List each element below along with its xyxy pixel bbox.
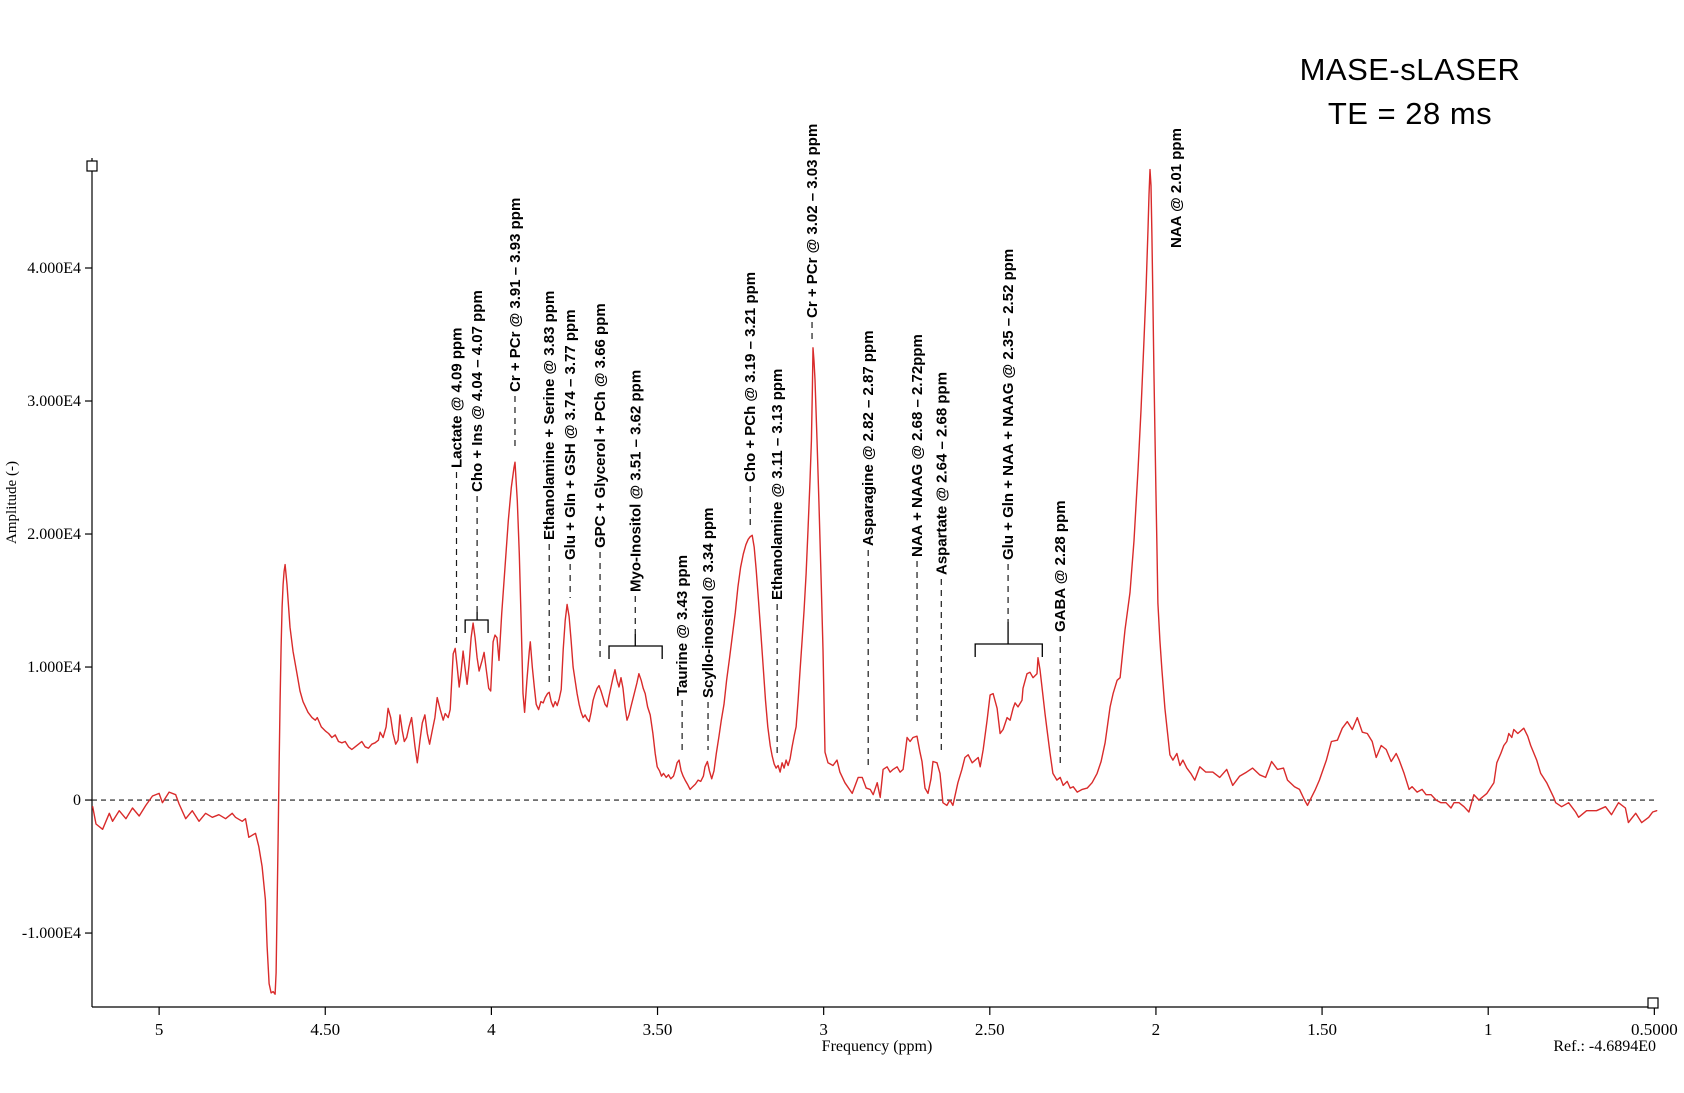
peak-annotation-label: Cr + PCr @ 3.91 – 3.93 ppm — [506, 197, 524, 392]
peak-annotation-label: Lactate @ 4.09 ppm — [448, 327, 466, 468]
x-tick-label: 2 — [1151, 1020, 1161, 1039]
chart-title-line1: MASE-sLASER — [1299, 52, 1521, 87]
peak-annotation-label: NAA + NAAG @ 2.68 – 2.72ppm — [909, 334, 927, 557]
peak-annotation-label: Cho + PCh @ 3.19 – 3.21 ppm — [742, 271, 760, 482]
peak-annotation-label: Myo-Inositol @ 3.51 – 3.62 ppm — [627, 369, 645, 592]
x-tick-label: 0.5000 — [1630, 1020, 1678, 1039]
y-tick-label: 2.000E4 — [27, 526, 81, 544]
peak-annotation-label: GPC + Glycerol + PCh @ 3.66 ppm — [592, 303, 610, 548]
x-tick-label: 4 — [487, 1020, 496, 1039]
peak-annotation-label: Ethanolamine @ 3.11 – 3.13 ppm — [769, 368, 787, 600]
peak-annotation-label: Aspartate @ 2.64 – 2.68 ppm — [933, 371, 951, 575]
x-tick-label: 3 — [819, 1020, 828, 1039]
peak-annotation-label: NAA @ 2.01 ppm — [1167, 128, 1185, 248]
reference-value: Ref.: -4.6894E0 — [1553, 1038, 1656, 1055]
x-tick-label: 5 — [154, 1020, 164, 1039]
axis-handle-top[interactable] — [87, 161, 97, 171]
spectrum-trace — [93, 170, 1657, 995]
peak-annotation-label: Glu + Gln + NAA + NAAG @ 2.35 – 2.52 ppm — [1000, 248, 1018, 560]
x-tick-label: 1 — [1483, 1020, 1493, 1039]
x-axis-title: Frequency (ppm) — [821, 1038, 933, 1055]
peak-annotation-label: Taurine @ 3.43 ppm — [674, 554, 692, 696]
y-tick-label: 0 — [73, 792, 81, 810]
x-tick-label: 2.50 — [974, 1020, 1005, 1039]
x-tick-label: 3.50 — [642, 1020, 673, 1039]
x-tick-label: 4.50 — [310, 1020, 341, 1039]
y-tick-label: 3.000E4 — [27, 393, 81, 411]
peak-range-bracket — [975, 622, 1042, 657]
x-tick-label: 1.50 — [1307, 1020, 1337, 1039]
peak-annotation-label: Scyllo-inositol @ 3.34 ppm — [700, 507, 718, 698]
peak-annotation-label: Cho + Ins @ 4.04 – 4.07 ppm — [469, 290, 487, 492]
peak-range-bracket — [465, 612, 488, 633]
peak-annotation-label: Glu + Gln + GSH @ 3.74 – 3.77 ppm — [562, 309, 580, 560]
peak-annotation-label: Asparagine @ 2.82 – 2.87 ppm — [860, 330, 878, 546]
peak-range-bracket — [609, 634, 662, 659]
y-tick-label: 4.000E4 — [27, 259, 81, 277]
chart-title — [1230, 48, 1590, 136]
y-tick-label: 1.000E4 — [27, 659, 81, 677]
chart-title-line2: TE = 28 ms — [1327, 96, 1493, 131]
peak-annotation-label: GABA @ 2.28 ppm — [1052, 500, 1070, 632]
y-axis-title: Amplitude (-) — [4, 461, 20, 544]
peak-annotation-label: Cr + PCr @ 3.02 – 3.03 ppm — [804, 123, 822, 318]
axis-handle-right[interactable] — [1648, 998, 1658, 1008]
y-tick-label: -1.000E4 — [21, 925, 81, 943]
peak-annotation-label: Ethanolamine + Serine @ 3.83 ppm — [541, 290, 559, 540]
